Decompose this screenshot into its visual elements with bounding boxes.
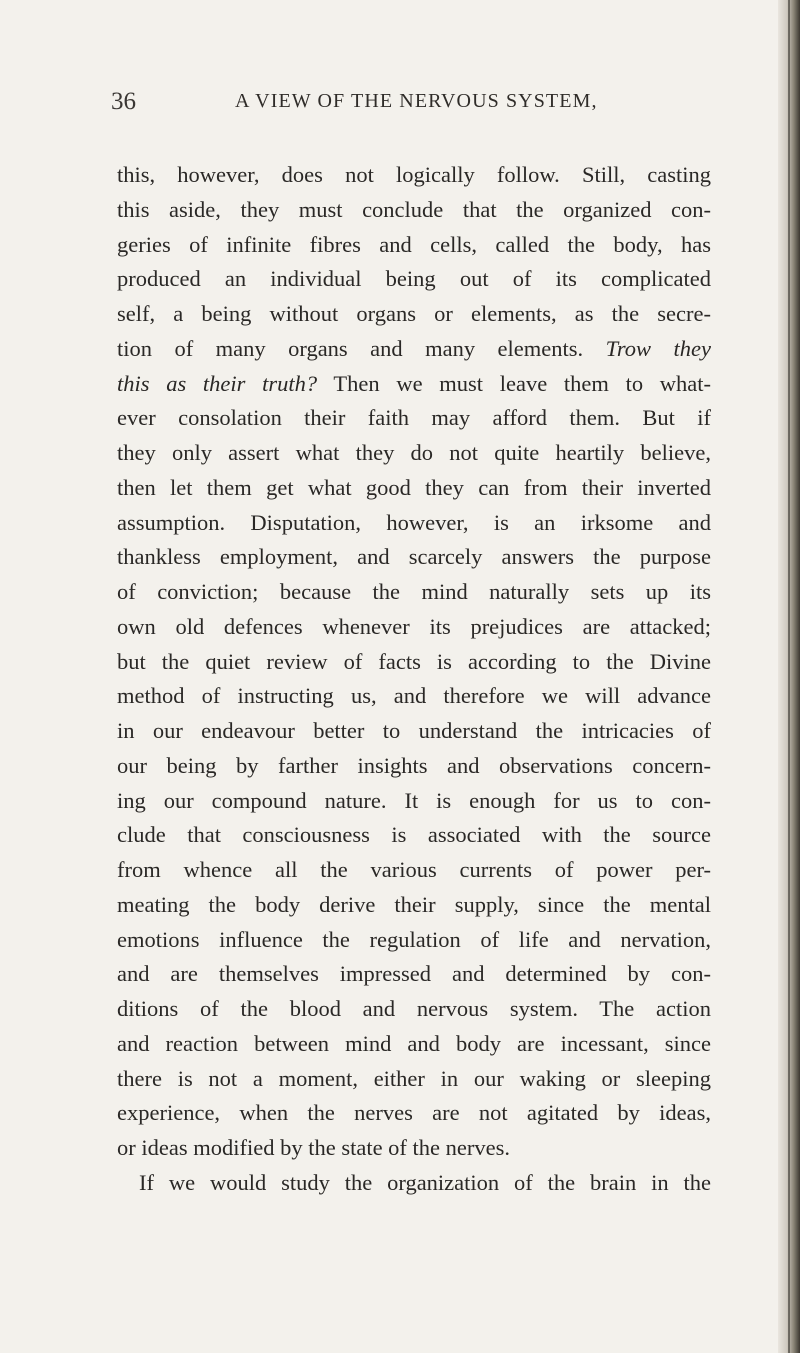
page-edge-line bbox=[788, 0, 790, 1353]
running-header bbox=[111, 88, 751, 122]
page-number: 36 bbox=[111, 88, 136, 115]
text-line: meating the body derive their supply, since the mental bbox=[117, 891, 711, 917]
text-line: thankless employment, and scarcely answers the purpose bbox=[117, 544, 711, 570]
text-line: they only assert what they do not quite heartily believe, bbox=[117, 440, 711, 465]
text-line: and reaction between mind and body are incessant, since bbox=[117, 1030, 711, 1056]
text-segment: tion of many organs and many elements. bbox=[117, 335, 584, 361]
text-line: this, however, does not logically follow. Still, casting bbox=[117, 162, 711, 187]
text-segment: Then we must leave them to what- bbox=[333, 370, 711, 396]
text-line: produced an individual being out of its complicated bbox=[117, 266, 711, 292]
text-line: this aside, they must conclude that the organized con- bbox=[117, 196, 711, 222]
text-line: geries of infinite fibres and cells, called the body, has bbox=[117, 231, 711, 257]
text-line: but the quiet review of facts is according to the Divine bbox=[117, 648, 711, 674]
body-text bbox=[117, 158, 711, 1201]
text-line bbox=[117, 367, 711, 402]
text-line: our being by farther insights and observations concern- bbox=[117, 752, 711, 778]
text-line: own old defences whenever its prejudices are attacked; bbox=[117, 613, 711, 639]
italic-quote: this as their truth? bbox=[117, 370, 318, 396]
text-line: from whence all the various currents of power per- bbox=[117, 857, 711, 882]
text-line: or ideas modified by the state of the nerves. bbox=[117, 1135, 511, 1160]
text-line: method of instructing us, and therefore we will advance bbox=[117, 683, 711, 709]
text-line: assumption. Disputation, however, is an irksome and bbox=[117, 509, 711, 535]
text-line: ditions of the blood and nervous system. The action bbox=[117, 996, 711, 1021]
text-line: in our endeavour better to understand the intricacies of bbox=[117, 718, 711, 743]
text-line: clude that consciousness is associated with the source bbox=[117, 822, 711, 848]
text-line: and are themselves impressed and determined by con- bbox=[117, 961, 711, 987]
text-line: experience, when the nerves are not agitated by ideas, bbox=[117, 1100, 711, 1126]
text-line: ever consolation their faith may afford them. But if bbox=[117, 405, 711, 431]
text-line: of conviction; because the mind naturally sets up its bbox=[117, 579, 711, 604]
italic-quote: Trow they bbox=[605, 335, 711, 361]
text-line: self, a being without organs or elements, as the secre- bbox=[117, 301, 711, 326]
running-title: A VIEW OF THE NERVOUS SYSTEM, bbox=[235, 90, 598, 112]
text-line bbox=[117, 332, 711, 367]
text-line: ing our compound nature. It is enough for us to con- bbox=[117, 787, 711, 813]
text-line: then let them get what good they can from their inverted bbox=[117, 474, 711, 500]
text-line: emotions influence the regulation of life and nervation, bbox=[117, 926, 711, 952]
text-line: If we would study the organization of the brain in the bbox=[139, 1169, 711, 1195]
text-line: there is not a moment, either in our waking or sleeping bbox=[117, 1065, 711, 1091]
